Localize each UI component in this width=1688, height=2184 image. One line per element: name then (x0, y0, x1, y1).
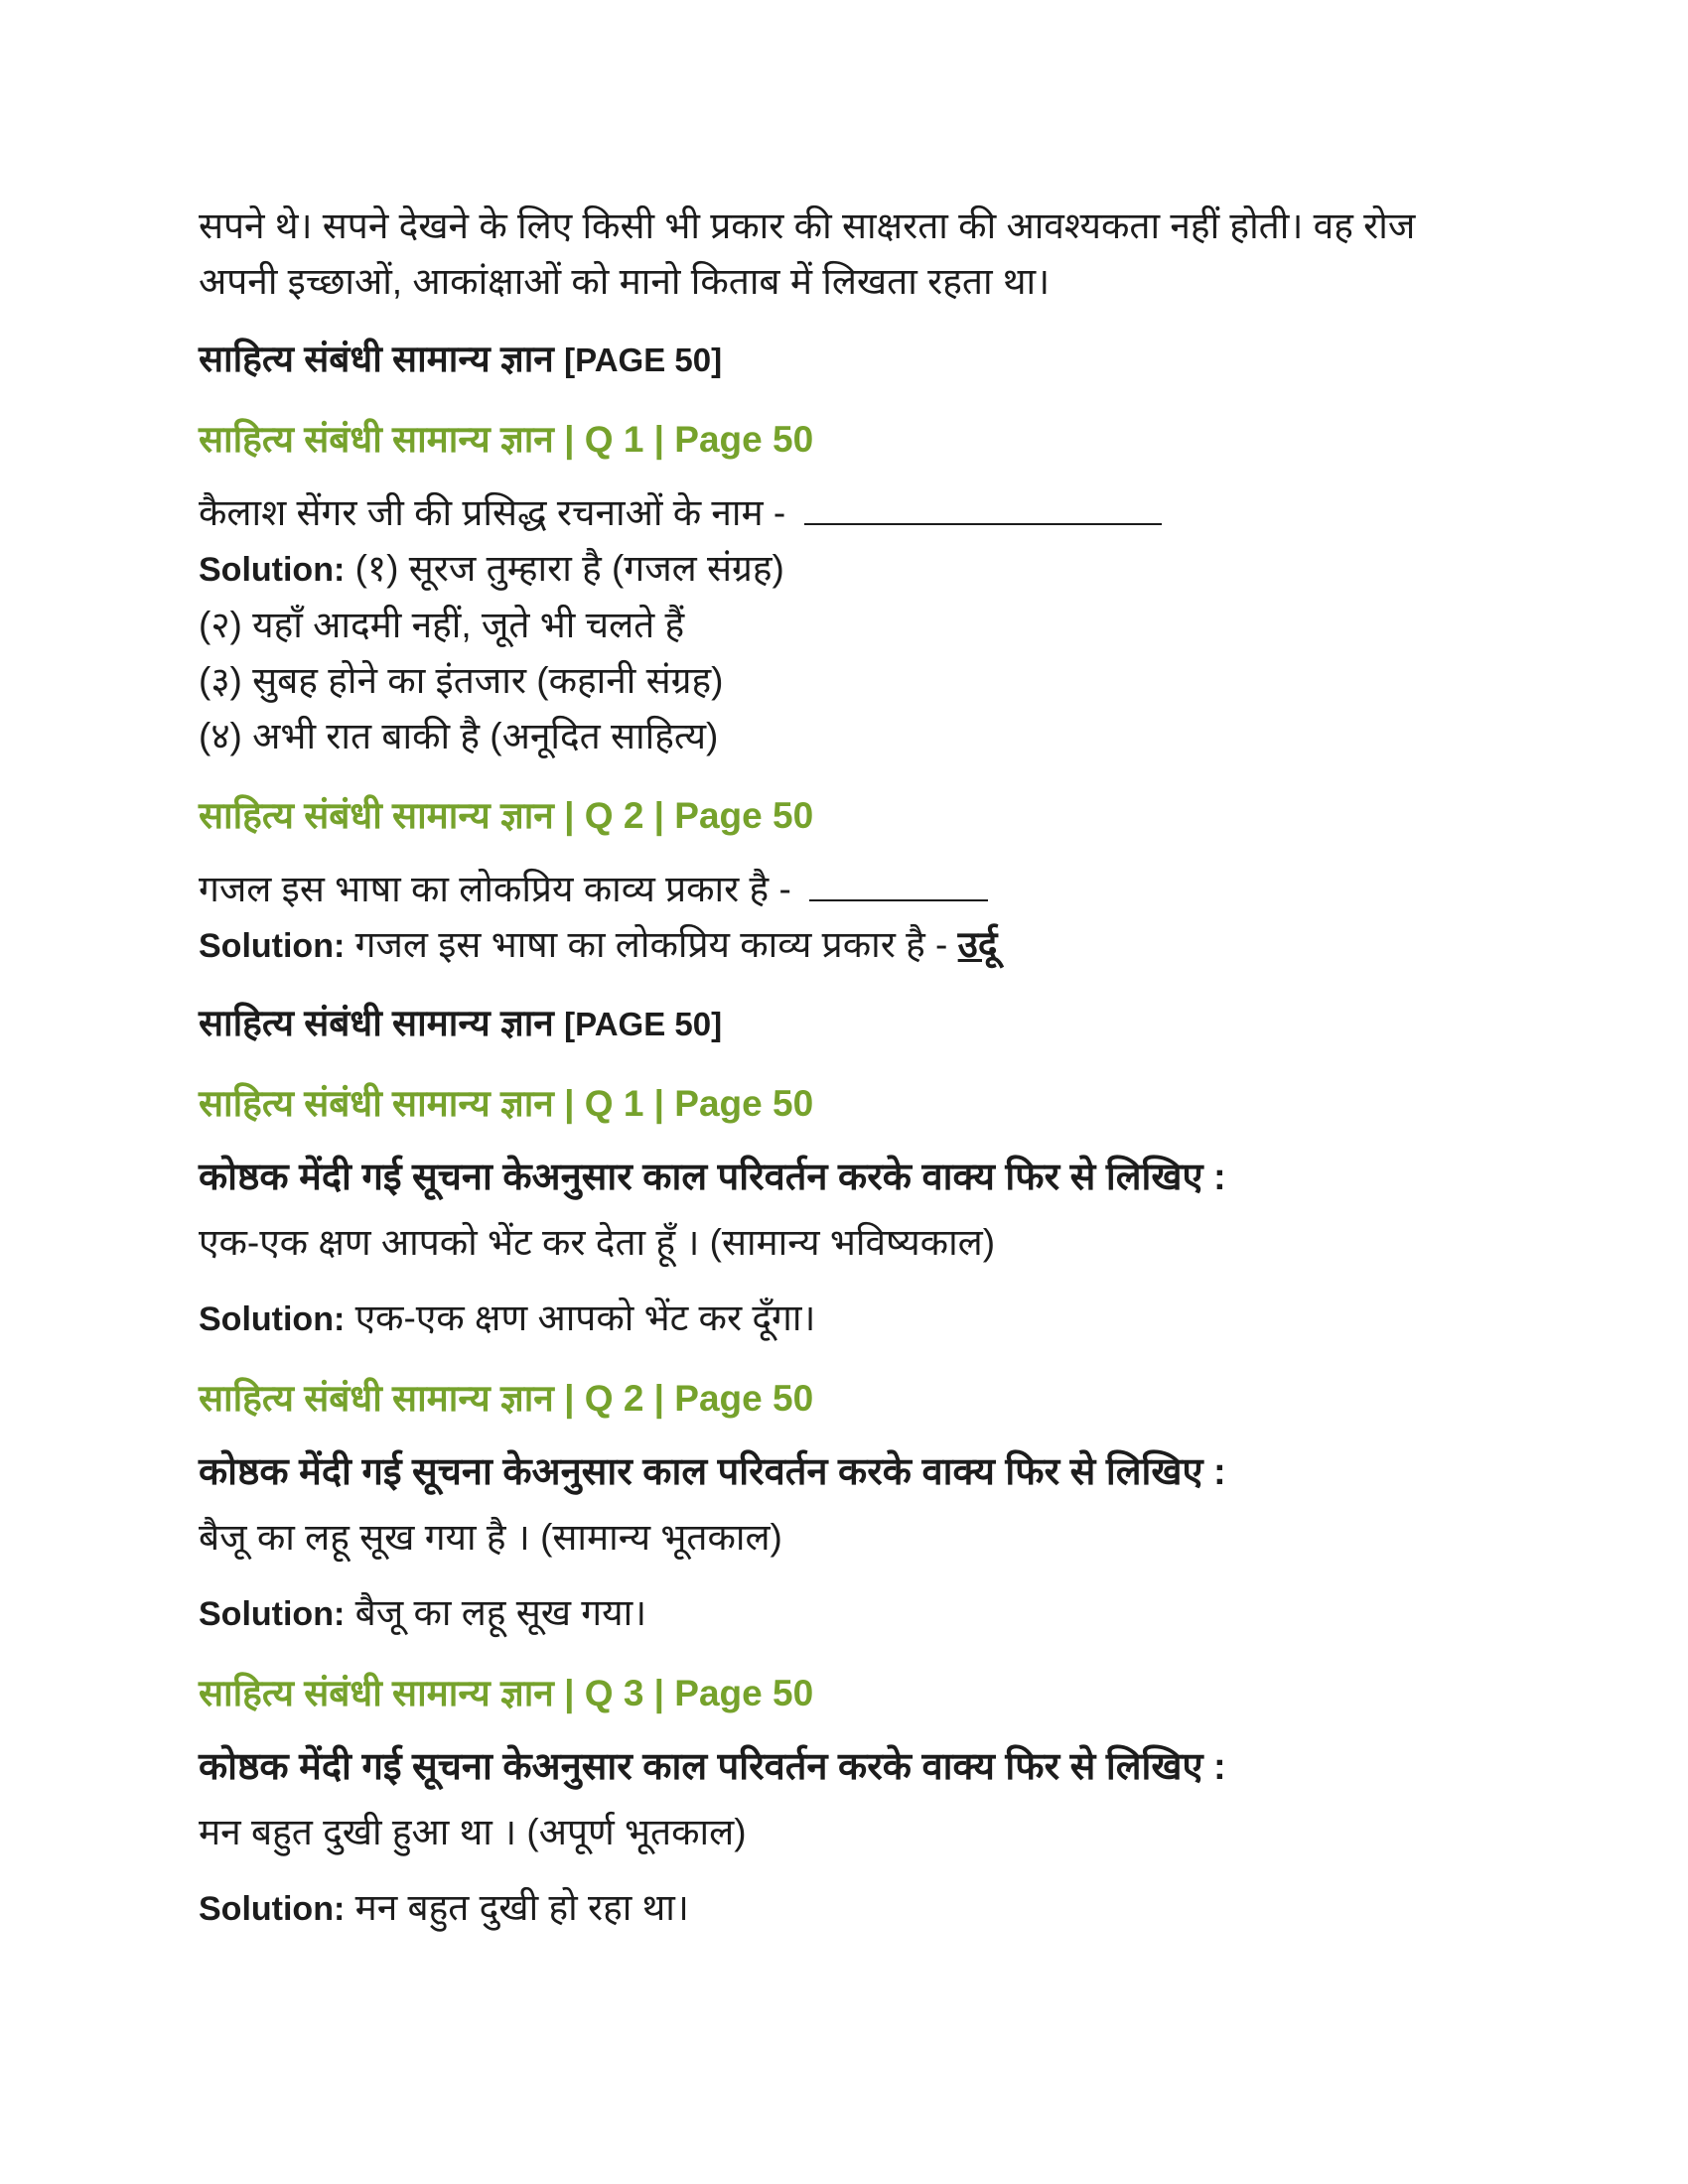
solution-line (199, 1291, 1489, 1347)
answer-blank (809, 864, 988, 901)
question-instruction: कोष्ठक मेंदी गई सूचना केअनुसार काल परिवर्तन करके वाक्य फिर से लिखिए : (199, 1451, 1226, 1493)
question-heading: साहित्य संबंधी सामान्य ज्ञान | Q 1 | Page 50 (199, 1083, 814, 1124)
question-heading: साहित्य संबंधी सामान्य ज्ञान | Q 2 | Page 50 (199, 1378, 814, 1419)
question-text (199, 485, 1489, 541)
solution-text: गजल इस भाषा का लोकप्रिय काव्य प्रकार है - (354, 924, 948, 965)
solution-answer: उर्दू (957, 924, 998, 965)
question-text (199, 862, 1489, 917)
question-heading: साहित्य संबंधी सामान्य ज्ञान | Q 1 | Page 50 (199, 419, 814, 460)
section-heading (199, 996, 1489, 1052)
intro-line-2: अपनी इच्छाओं, आकांक्षाओं को मानो किताब में लिखता रहता था। (199, 261, 1051, 302)
section-page-tag: [PAGE 50] (564, 1006, 723, 1042)
solution-text: मन बहुत दुखी हो रहा था। (354, 1887, 689, 1928)
section-page-tag: [PAGE 50] (564, 341, 723, 378)
solution-line (199, 1880, 1489, 1937)
solution-text: बैजू का लहू सूख गया। (354, 1592, 647, 1633)
solution-answer-3: (३) सुबह होने का इंतजार (कहानी संग्रह) (199, 660, 724, 701)
question-prompt: कैलाश सेंगर जी की प्रसिद्ध रचनाओं के नाम - (199, 492, 786, 533)
question-heading: साहित्य संबंधी सामान्य ज्ञान | Q 2 | Page 50 (199, 795, 814, 836)
solution-line (199, 917, 1489, 974)
question-heading: साहित्य संबंधी सामान्य ज्ञान | Q 3 | Page 50 (199, 1673, 814, 1713)
question-sentence: मन बहुत दुखी हुआ था । (अपूर्ण भूतकाल) (199, 1812, 747, 1852)
solution-line (199, 541, 1489, 598)
solution-label: Solution: (199, 1890, 346, 1928)
question-sentence: बैजू का लहू सूख गया है । (सामान्य भूतकाल) (199, 1517, 782, 1558)
solution-text: एक-एक क्षण आपको भेंट कर दूँगा। (354, 1297, 816, 1338)
intro-line-1: सपने थे। सपने देखने के लिए किसी भी प्रकार की साक्षरता की आवश्यकता नहीं होती। वह रोज (199, 205, 1416, 246)
solution-answer-1: (१) सूरज तुम्हारा है (गजल संग्रह) (354, 548, 784, 589)
solution-label: Solution: (199, 927, 346, 965)
section-heading (199, 332, 1489, 388)
question-instruction: कोष्ठक मेंदी गई सूचना केअनुसार काल परिवर्तन करके वाक्य फिर से लिखिए : (199, 1157, 1226, 1198)
solution-answer-4: (४) अभी रात बाकी है (अनूदित साहित्य) (199, 716, 719, 756)
question-prompt: गजल इस भाषा का लोकप्रिय काव्य प्रकार है - (199, 869, 791, 909)
section-title: साहित्य संबंधी सामान्य ज्ञान (199, 339, 554, 379)
question-instruction: कोष्ठक मेंदी गई सूचना केअनुसार काल परिवर्तन करके वाक्य फिर से लिखिए : (199, 1746, 1226, 1788)
solution-line (199, 1585, 1489, 1642)
solution-label: Solution: (199, 1300, 346, 1338)
question-sentence: एक-एक क्षण आपको भेंट कर देता हूँ । (सामान्य भविष्यकाल) (199, 1222, 996, 1263)
answer-blank (804, 487, 1162, 525)
solution-label: Solution: (199, 1595, 346, 1633)
solution-label: Solution: (199, 551, 346, 589)
section-title: साहित्य संबंधी सामान्य ज्ञान (199, 1003, 554, 1043)
solution-answer-2: (२) यहाँ आदमी नहीं, जूते भी चलते हैं (199, 605, 685, 645)
document-page (199, 199, 1489, 1937)
